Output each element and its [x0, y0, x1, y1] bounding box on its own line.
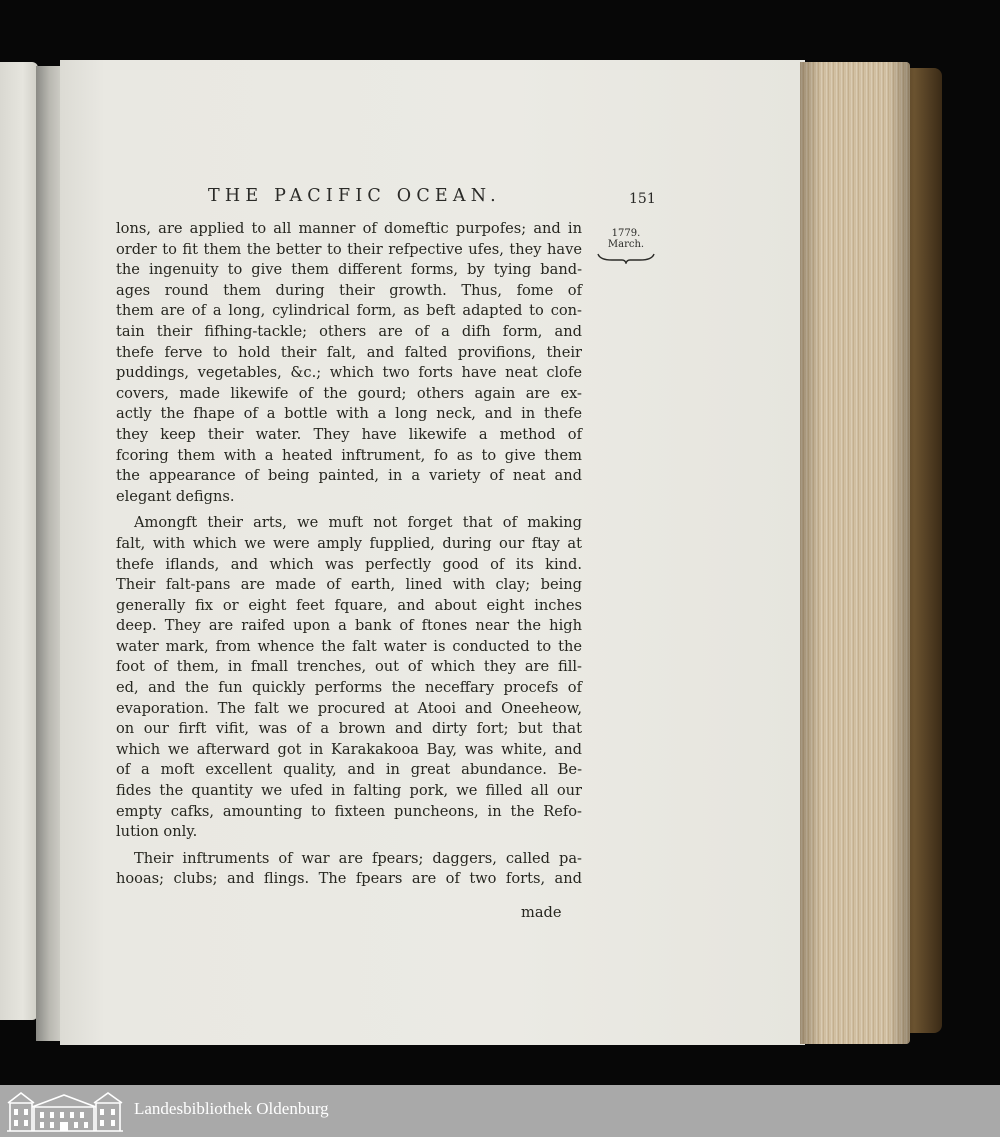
text-line: Their falt-pans are made of earth, lined with clay; being [116, 576, 582, 594]
text-line: lution only. [116, 823, 198, 841]
text-line: the appearance of being painted, in a variety of neat and [116, 467, 582, 485]
text-line: evaporation. The falt we procured at Atooi and Oneeheow, [116, 699, 582, 717]
margin-note [596, 228, 656, 264]
page-number: 151 [629, 191, 656, 207]
text-line: fides the quantity we ufed in falting pork, we filled all our [116, 782, 582, 800]
text-line: generally fix or eight feet fquare, and about eight inches [116, 596, 582, 614]
text-line: deep. They are raifed upon a bank of ftones near the high [116, 617, 582, 635]
text-line: of a moft excellent quality, and in great abundance. Be- [116, 761, 582, 779]
text-line: Amongft their arts, we muft not forget that of making [134, 514, 582, 532]
text-line: which we afterward got in Karakakooa Bay, was white, and [116, 740, 582, 758]
text-line: falt, with which we were amply fupplied, during our ftay at [116, 534, 582, 552]
text-line: puddings, vegetables, &c.; which two forts have neat clofe [116, 364, 582, 382]
text-line: Their inftruments of war are fpears; daggers, called pa- [134, 849, 582, 867]
text-line: order to fit them the better to their refpective ufes, they have [116, 240, 582, 258]
text-line: tain their fifhing-tackle; others are of a difh form, and [116, 322, 582, 340]
text-line: fcoring them with a heated inftrument, fo as to give them [116, 446, 582, 464]
text-line: thefe iflands, and which was perfectly good of its kind. [116, 555, 582, 573]
text-line: them are of a long, cylindrical form, as beft adapted to con- [116, 302, 582, 320]
page-edges-shade [800, 62, 910, 1044]
text-line: actly the fhape of a bottle with a long neck, and in thefe [116, 405, 582, 423]
text-line: ages round them during their growth. Thus, fome of [116, 281, 582, 299]
margin-note-year: 1779. [611, 228, 641, 239]
margin-note-month: March. [607, 239, 645, 250]
text-line: elegant defigns. [116, 487, 235, 505]
text-line: on our firft vifit, was of a brown and dirty fort; but that [116, 720, 582, 738]
text-line: they keep their water. They have likewife a method of [116, 425, 582, 443]
text-line: the ingenuity to give them different forms, by tying band- [116, 261, 582, 279]
curly-brace-icon [596, 252, 656, 264]
text-line: empty cafks, amounting to fixteen puncheons, in the Refo- [116, 802, 582, 820]
left-page-edge [0, 62, 38, 1020]
body-text [116, 219, 582, 890]
text-line: hooas; clubs; and flings. The fpears are of two forts, and [116, 870, 582, 888]
running-head: THE PACIFIC OCEAN. [208, 186, 501, 206]
text-line: foot of them, in fmall trenches, out of which they are fill- [116, 658, 582, 676]
catchword: made [521, 904, 562, 921]
text-line: lons, are applied to all manner of domeftic purpofes; and in [116, 220, 582, 237]
text-line: ed, and the fun quickly performs the neceffary procefs of [116, 679, 582, 697]
text-line: covers, made likewife of the gourd; others again are ex- [116, 384, 582, 402]
library-footer [0, 1085, 1000, 1137]
text-line: thefe ferve to hold their falt, and falted provifions, their [116, 343, 582, 361]
text-line: water mark, from whence the falt water is conducted to the [116, 637, 582, 655]
institution-name: Landesbibliothek Oldenburg [134, 1099, 329, 1118]
library-building-logo-icon [6, 1089, 124, 1133]
